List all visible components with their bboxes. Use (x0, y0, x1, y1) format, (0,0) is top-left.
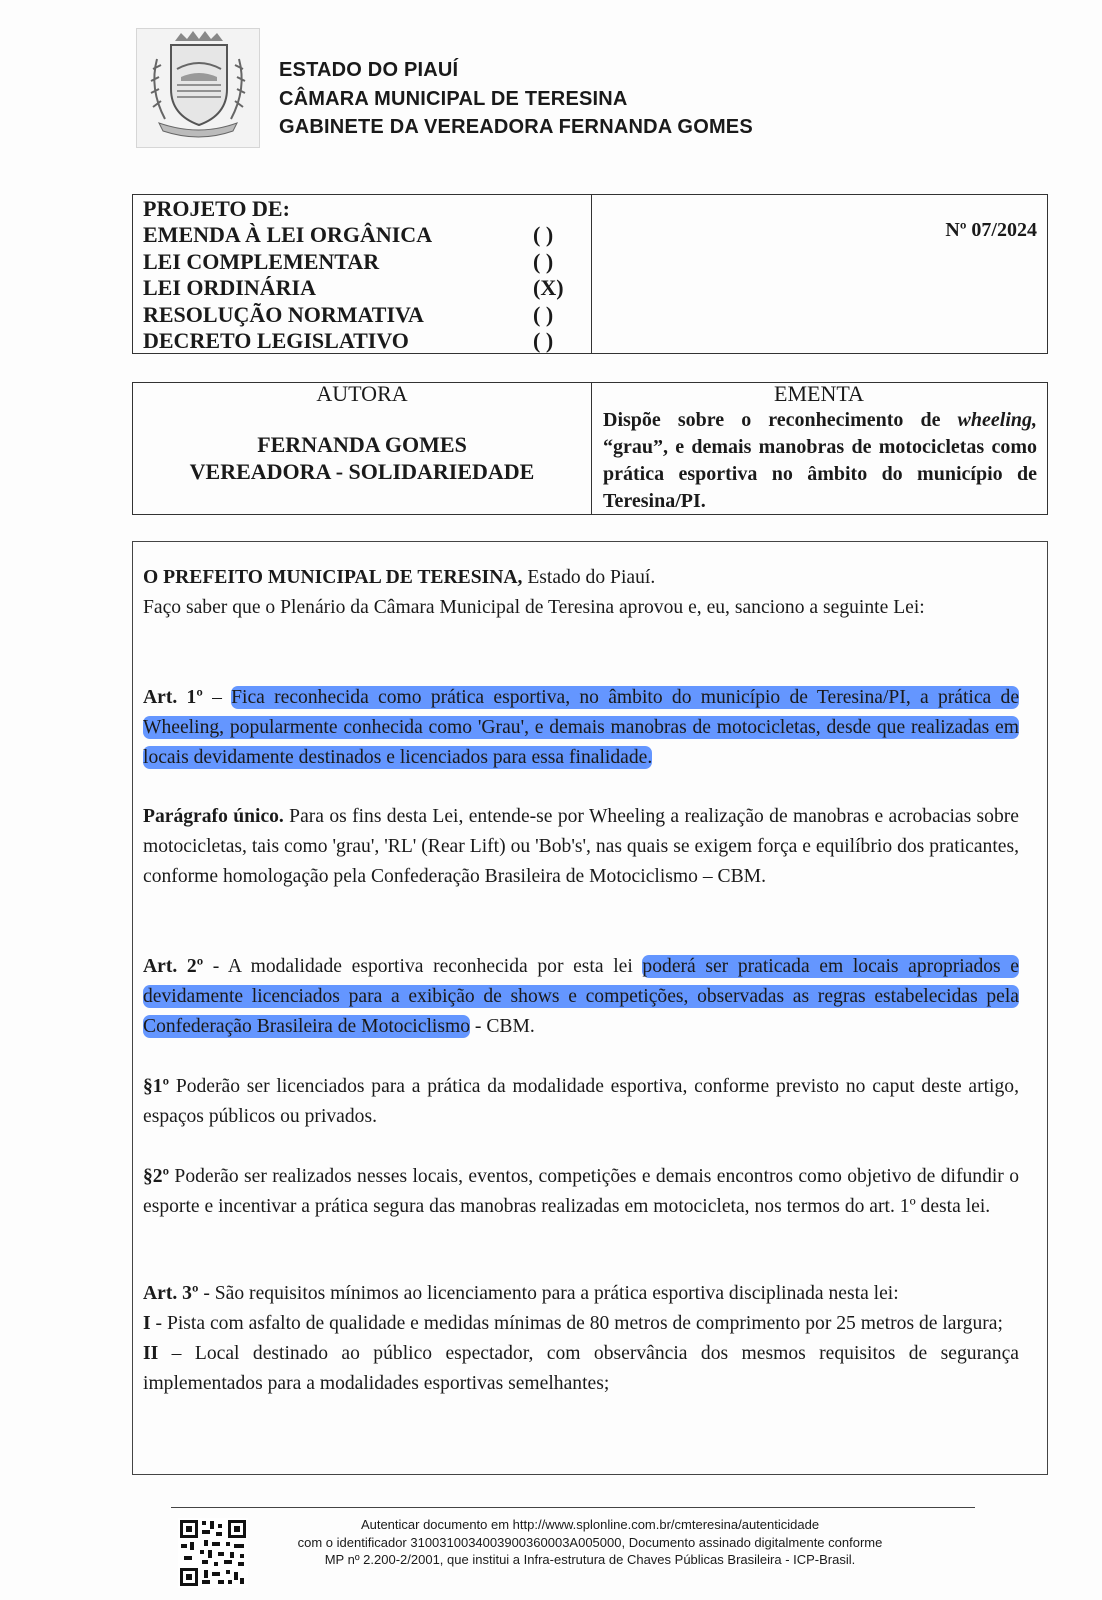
project-type-label: EMENDA À LEI ORGÂNICA (143, 222, 433, 247)
summary-part: Dispõe sobre o reconhecimento de (603, 409, 958, 431)
item-2-label: II (143, 1343, 159, 1364)
article-3-label: Art. 3º (143, 1283, 199, 1304)
project-number: Nº 07/2024 (945, 219, 1037, 241)
article-1-label: Art. 1º (143, 687, 203, 708)
article-2-label: Art. 2º (143, 956, 204, 977)
section-2 (143, 1162, 1019, 1222)
project-type-row (143, 328, 568, 355)
intro-rest: Estado do Piauí. (522, 567, 656, 588)
project-type-title: PROJETO DE: (143, 196, 290, 221)
project-type-checkbox: (X) (533, 275, 564, 300)
intro-paragraph (143, 563, 1023, 623)
sole-paragraph-label: Parágrafo único. (143, 806, 284, 827)
author-heading: AUTORA (316, 381, 408, 406)
box-divider (591, 195, 592, 353)
article-2-suffix: - CBM. (470, 1016, 535, 1037)
header-state: ESTADO DO PIAUÍ (279, 59, 459, 81)
project-type-label: DECRETO LEGISLATIVO (143, 328, 409, 353)
article-2-text: - A modalidade esportiva reconhecida por esta lei (203, 956, 643, 977)
section-2-text: Poderão ser realizados nesses locais, eventos, competições e demais encontros como objetivo de difundir o esporte e incentivar a prática segura das manobras realizadas em motocicleta, nos termos do art. 1º desta lei. (143, 1166, 1019, 1217)
project-type-checkbox: ( ) (533, 248, 554, 274)
article-3-text: - São requisitos mínimos ao licenciamento para a prática esportiva disciplinada nesta lei: (198, 1283, 899, 1304)
header-office: GABINETE DA VEREADORA FERNANDA GOMES (279, 116, 753, 138)
article-1-dash: – (202, 687, 232, 708)
footer-legal: MP nº 2.200-2/2001, que institui a Infra-estrutura de Chaves Públicas Brasileira - ICP-Brasil. (324, 1552, 856, 1567)
footer-divider (171, 1507, 975, 1508)
article-2-highlighted-text: poderá ser praticada em locais apropriados e devidamente licenciados para a exibição de shows e competições, observadas as regras estabelecidas pela Confederação Brasileira de Motociclismo (143, 956, 1019, 1037)
sole-paragraph-text: Para os fins desta Lei, entende-se por Wheeling a realização de manobras e acrobacias sobre motocicletas, tais como 'grau', 'RL' (Rear Lift) ou 'Bob's', nas quais se exigem força e equilíbrio dos praticantes, conforme homologação pela Confederação Brasileira de Motociclismo – CBM. (143, 806, 1019, 887)
author-block (133, 431, 591, 485)
project-type-row (143, 222, 568, 249)
section-1 (143, 1072, 1019, 1132)
project-type-checkbox: ( ) (533, 328, 554, 353)
article-2 (143, 952, 1019, 1042)
document-header (279, 56, 753, 142)
intro-line2: Faço saber que o Plenário da Câmara Municipal de Teresina aprovou e, eu, sanciono a seguinte Lei: (143, 597, 925, 618)
coat-of-arms-logo (136, 28, 260, 148)
item-1-label: I (143, 1313, 151, 1334)
author-summary-box (132, 382, 1048, 515)
author-role: VEREADORA - SOLIDARIEDADE (189, 459, 535, 484)
project-type-row (143, 302, 568, 329)
header-chamber: CÂMARA MUNICIPAL DE TERESINA (279, 87, 628, 110)
section-1-label: §1º (143, 1076, 170, 1097)
section-1-text: Poderão ser licenciados para a prática da modalidade esportiva, conforme previsto no caput deste artigo, espaços públicos ou privados. (143, 1076, 1019, 1127)
project-type-checkbox: ( ) (533, 222, 554, 247)
article-3-caput (143, 1279, 1019, 1309)
article-3 (143, 1279, 1019, 1399)
article-3-item-2 (143, 1339, 1019, 1399)
article-1 (143, 683, 1019, 773)
intro-bold: O PREFEITO MUNICIPAL DE TERESINA, (143, 567, 523, 588)
sole-paragraph (143, 802, 1019, 892)
project-type-label: RESOLUÇÃO NORMATIVA (143, 301, 424, 327)
qr-code-icon[interactable] (178, 1518, 248, 1588)
summary-italic-term: wheeling, (957, 409, 1037, 431)
authentication-footer (240, 1516, 940, 1569)
footer-identifier: com o identificador 3100310034003900360003A005000, Documento assinado digitalmente conforme (297, 1534, 883, 1550)
summary-part: “grau”, e demais manobras de motocicletas como prática esportiva no âmbito do município de Teresina/PI. (603, 436, 1037, 512)
project-type-checkbox: ( ) (533, 301, 554, 327)
project-type-row (143, 275, 568, 302)
article-1-highlighted-text: Fica reconhecida como prática esportiva, no âmbito do município de Teresina/PI, a prática de Wheeling, popularmente conhecida como 'Grau', e demais manobras de motocicletas, desde que realizadas em locais devidamente destinados e licenciados para essa finalidade. (143, 687, 1020, 768)
project-type-box (132, 194, 1048, 354)
summary-text (603, 407, 1037, 515)
project-type-list (143, 222, 568, 355)
article-3-item-1 (143, 1309, 1019, 1339)
project-type-label: LEI ORDINÁRIA (143, 275, 316, 300)
project-type-row (143, 249, 568, 276)
footer-auth-url[interactable]: Autenticar documento em http://www.splonline.com.br/cmteresina/autenticidade (360, 1517, 820, 1532)
section-2-label: §2º (143, 1166, 170, 1187)
item-1-text: - Pista com asfalto de qualidade e medidas mínimas de 80 metros de comprimento por 25 metros de largura; (150, 1313, 1003, 1334)
summary-heading: EMENTA (774, 381, 864, 406)
item-2-text: – Local destinado ao público espectador, com observância dos mesmos requisitos de segurança implementados para a modalidades esportivas semelhantes; (143, 1343, 1019, 1394)
project-type-label: LEI COMPLEMENTAR (143, 248, 380, 274)
author-name: FERNANDA GOMES (257, 432, 467, 457)
